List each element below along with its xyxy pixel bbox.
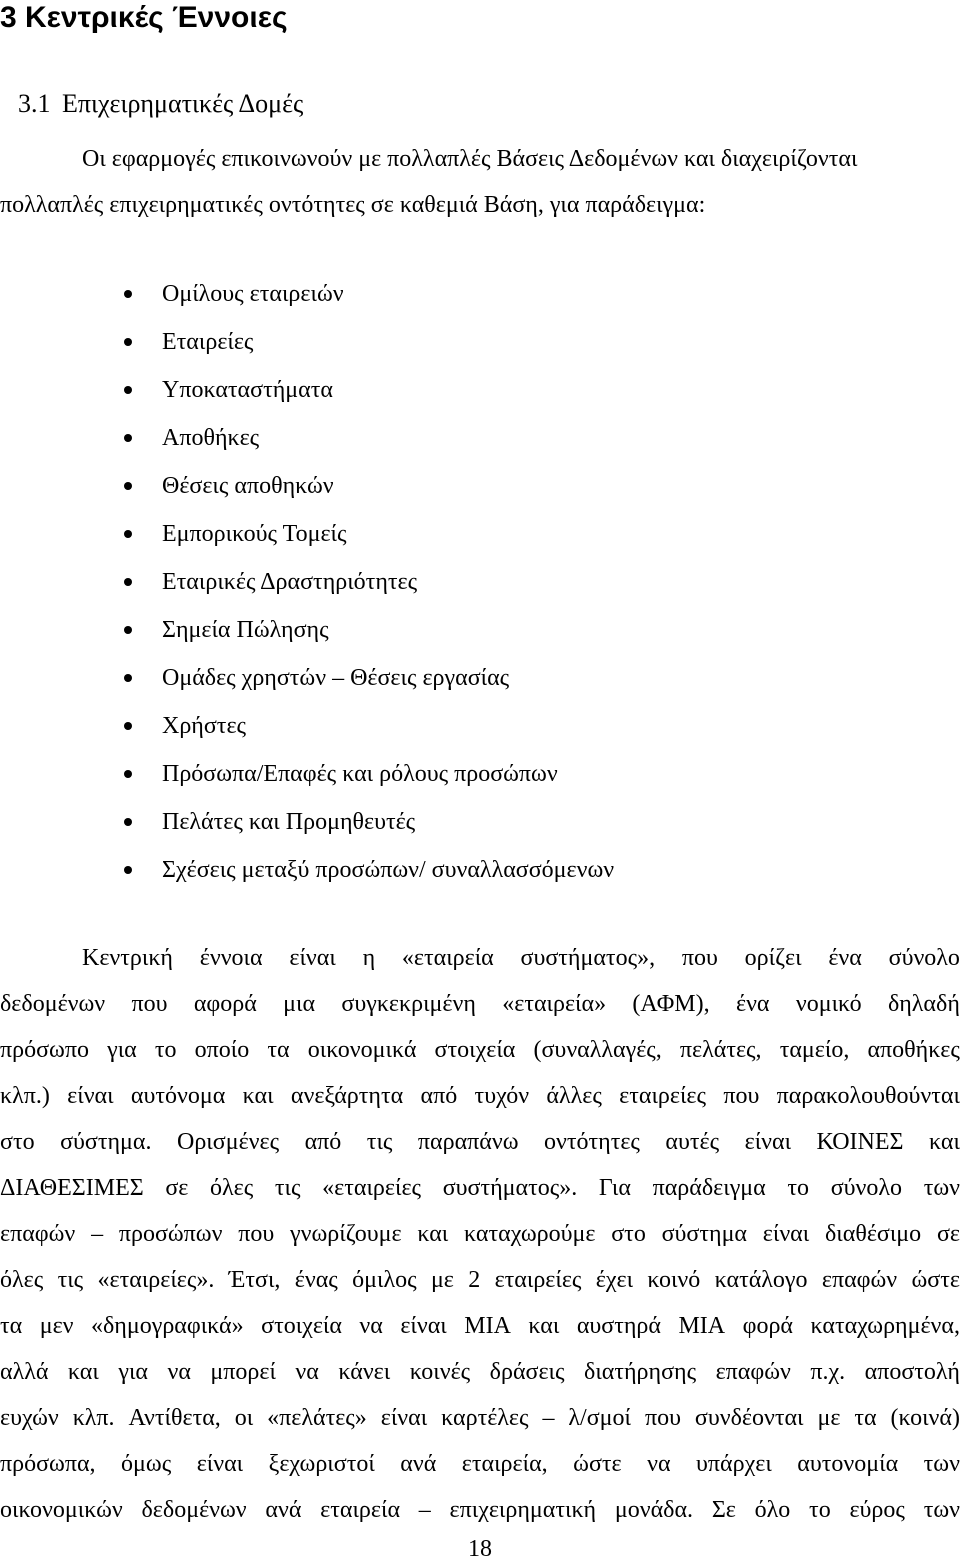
bullet-icon: [124, 338, 132, 346]
word: ΚΟΙΝΕΣ: [816, 1129, 904, 1155]
paragraph-line: [0, 935, 960, 981]
bullet-icon: [124, 818, 132, 826]
word: επαφών: [715, 1359, 791, 1385]
word: είναι: [400, 1313, 447, 1339]
word: καταχωρούμε: [464, 1221, 596, 1247]
word: εταιρείες: [494, 1267, 582, 1293]
word: μονάδα.: [614, 1497, 694, 1523]
bullet-icon: [124, 674, 132, 682]
word: ανά: [265, 1497, 302, 1523]
word: –: [91, 1221, 104, 1247]
word: συνδέονται: [694, 1405, 804, 1431]
word: επιχειρηματική: [449, 1497, 597, 1523]
word: να: [359, 1313, 383, 1339]
word: εταιρεία: [320, 1497, 401, 1523]
word: και: [929, 1129, 960, 1155]
word: των: [923, 1175, 960, 1201]
list-item: [0, 510, 960, 558]
word: ΜΙΑ: [678, 1313, 726, 1339]
word: π.χ.: [810, 1359, 846, 1385]
word: τα: [0, 1313, 23, 1339]
word: εταιρείες: [619, 1083, 707, 1109]
paragraph-line: [0, 1257, 960, 1303]
word: ανεξάρτητα: [290, 1083, 404, 1109]
word: συστήματος»,: [520, 945, 656, 971]
bullet-icon: [124, 722, 132, 730]
word: και: [242, 1083, 274, 1109]
list-item-text: Σχέσεις μεταξύ προσώπων/ συναλλασσόμενων: [162, 857, 615, 883]
bullet-icon: [124, 386, 132, 394]
paragraph-line: [0, 1027, 960, 1073]
word: αυτονομία: [797, 1451, 899, 1477]
paragraph-line: [0, 1349, 960, 1395]
list-item-text: Πελάτες και Προμηθευτές: [162, 809, 416, 835]
word: παράδειγμα: [652, 1175, 766, 1201]
word: έχει: [595, 1267, 634, 1293]
list-item-text: Υποκαταστήματα: [162, 377, 333, 403]
list-item: [0, 366, 960, 414]
word: παρακολουθούνται: [776, 1083, 960, 1109]
bullet-icon: [124, 578, 132, 586]
word: αποστολή: [864, 1359, 960, 1385]
word: σύνολο: [888, 945, 960, 971]
word: ορίζει: [744, 945, 802, 971]
word: το: [787, 1175, 810, 1201]
word: είναι: [289, 945, 336, 971]
word: και: [417, 1221, 449, 1247]
word: στοιχεία: [434, 1037, 516, 1063]
chapter-heading: 3 Κεντρικές Έννοιες: [0, 1, 288, 34]
word: συγκεκριμένη: [341, 991, 476, 1017]
bullet-icon: [124, 482, 132, 490]
word: για: [107, 1037, 137, 1063]
list-item-text: Ομίλους εταιρειών: [162, 281, 344, 307]
word: δεδομένων: [0, 991, 106, 1017]
word: πρόσωπο: [0, 1037, 89, 1063]
word: είναι: [762, 1221, 810, 1247]
word: οποίο: [194, 1037, 250, 1063]
list-item-text: Ομάδες χρηστών – Θέσεις εργασίας: [162, 665, 510, 691]
word: «εταιρείες».: [97, 1267, 215, 1293]
list-item: [0, 846, 960, 894]
intro-line: Οι εφαρμογές επικοινωνούν με πολλαπλές Βάσεις Δεδομένων και διαχειρίζονται: [82, 146, 858, 172]
word: όλες: [0, 1267, 44, 1293]
word: δηλαδή: [887, 991, 960, 1017]
word: ΜΙΑ: [464, 1313, 511, 1339]
word: η: [362, 945, 376, 971]
word: όλο: [754, 1497, 791, 1523]
word: καρτέλες: [441, 1405, 529, 1431]
word: μια: [283, 991, 316, 1017]
word: «δημογραφικά»: [90, 1313, 244, 1339]
word: σύστημα: [661, 1221, 748, 1247]
word: Αντίθετα,: [128, 1405, 221, 1431]
bullet-icon: [124, 434, 132, 442]
list-item: [0, 750, 960, 798]
word: κάνει: [338, 1359, 391, 1385]
word: όμιλος: [352, 1267, 417, 1293]
word: με: [430, 1267, 454, 1293]
paragraph-line: [0, 1303, 960, 1349]
bullet-icon: [124, 770, 132, 778]
word: το: [154, 1037, 177, 1063]
list-item: [0, 318, 960, 366]
word: αποθήκες: [867, 1037, 960, 1063]
word: μεν: [39, 1313, 74, 1339]
word: επαφών: [821, 1267, 898, 1293]
word: είναι: [744, 1129, 792, 1155]
word: τις: [274, 1175, 301, 1201]
word: που: [644, 1405, 681, 1431]
paragraph-line: [0, 981, 960, 1027]
word: αφορά: [193, 991, 257, 1017]
word: ταμείο,: [779, 1037, 850, 1063]
word: με: [817, 1405, 841, 1431]
word: 2: [468, 1267, 481, 1293]
word: εταιρεία,: [461, 1451, 548, 1477]
word: παραπάνω: [417, 1129, 519, 1155]
word: τα: [854, 1405, 877, 1431]
word: Έτσι,: [228, 1267, 281, 1293]
list-item-text: Εταιρείες: [162, 329, 254, 355]
word: έννοια: [199, 945, 263, 971]
word: νομικό: [795, 991, 862, 1017]
list-item: [0, 798, 960, 846]
word: «πελάτες»: [267, 1405, 367, 1431]
list-item-text: Πρόσωπα/Επαφές και ρόλους προσώπων: [162, 761, 558, 787]
list-item: [0, 606, 960, 654]
paragraph-line: [0, 1165, 960, 1211]
list-item: [0, 702, 960, 750]
word: πελάτες,: [679, 1037, 762, 1063]
paragraph-line: [0, 1487, 960, 1533]
word: των: [923, 1497, 960, 1523]
word: από: [420, 1083, 458, 1109]
word: όμως: [121, 1451, 172, 1477]
word: στοιχεία: [261, 1313, 342, 1339]
word: σύστημα.: [60, 1129, 152, 1155]
word: (ΑΦΜ),: [632, 991, 710, 1017]
word: που: [238, 1221, 275, 1247]
word: αλλά: [0, 1359, 49, 1385]
word: τα: [267, 1037, 290, 1063]
intro-paragraph: [0, 136, 960, 228]
list-item-text: Χρήστες: [162, 713, 247, 739]
word: οντότητες: [544, 1129, 640, 1155]
section-title: Επιχειρηματικές Δομές: [62, 89, 304, 118]
bullet-icon: [124, 530, 132, 538]
paragraph-line: [0, 1441, 960, 1487]
list-item: [0, 414, 960, 462]
word: ώστε: [573, 1451, 622, 1477]
word: Ορισμένες: [177, 1129, 280, 1155]
word: αυτόνομα: [130, 1083, 226, 1109]
word: κοινές: [409, 1359, 471, 1385]
word: ένα: [735, 991, 770, 1017]
word: διατήρησης: [584, 1359, 697, 1385]
word: διαθέσιμο: [825, 1221, 922, 1247]
word: σε: [936, 1221, 960, 1247]
word: που: [681, 945, 718, 971]
word: επαφών: [0, 1221, 76, 1247]
list-item: [0, 462, 960, 510]
word: «εταιρεία»: [502, 991, 607, 1017]
word: ΔΙΑΘΕΣΙΜΕΣ: [0, 1175, 144, 1201]
word: πρόσωπα,: [0, 1451, 96, 1477]
word: άλλες: [546, 1083, 602, 1109]
word: καταχωρημένα,: [810, 1313, 960, 1339]
word: προσώπων: [118, 1221, 223, 1247]
word: και: [67, 1359, 99, 1385]
word: στο: [0, 1129, 35, 1155]
list-item: [0, 558, 960, 606]
word: φορά: [742, 1313, 793, 1339]
list-item-text: Εταιρικές Δραστηριότητες: [162, 569, 418, 595]
word: υπάρχει: [696, 1451, 772, 1477]
word: είναι: [196, 1451, 244, 1477]
word: στο: [611, 1221, 646, 1247]
paragraph-line: [0, 1073, 960, 1119]
word: κλπ.): [0, 1083, 50, 1109]
word: (κοινά): [890, 1405, 960, 1431]
word: μπορεί: [210, 1359, 276, 1385]
word: από: [304, 1129, 342, 1155]
section-number: 3.1: [18, 89, 51, 118]
word: σε: [165, 1175, 189, 1201]
page-number: 18: [468, 1536, 492, 1562]
bullet-icon: [124, 290, 132, 298]
word: που: [131, 991, 168, 1017]
word: που: [723, 1083, 760, 1109]
word: δεδομένων: [141, 1497, 247, 1523]
word: Για: [598, 1175, 631, 1201]
word: οικονομικά: [307, 1037, 417, 1063]
word: τυχόν: [474, 1083, 530, 1109]
list-item: [0, 654, 960, 702]
entity-list: [0, 270, 960, 894]
list-item: [0, 270, 960, 318]
word: είναι: [67, 1083, 114, 1109]
word: (συναλλαγές,: [533, 1037, 662, 1063]
list-item-text: Εμπορικούς Τομείς: [162, 521, 347, 547]
word: «εταιρεία: [401, 945, 494, 971]
word: δράσεις: [489, 1359, 565, 1385]
word: ανά: [400, 1451, 437, 1477]
section-heading: [18, 84, 303, 124]
word: να: [295, 1359, 319, 1385]
bullet-icon: [124, 866, 132, 874]
word: κατάλογο: [714, 1267, 808, 1293]
word: και: [528, 1313, 560, 1339]
word: λ/σμοί: [568, 1405, 631, 1431]
bullet-icon: [124, 626, 132, 634]
intro-line: πολλαπλές επιχειρηματικές οντότητες σε καθεμιά Βάση, για παράδειγμα:: [0, 192, 706, 218]
list-item-text: Αποθήκες: [162, 425, 260, 451]
paragraph-line: [0, 1119, 960, 1165]
word: ευχών: [0, 1405, 59, 1431]
word: όλες: [210, 1175, 254, 1201]
word: κλπ.: [72, 1405, 115, 1431]
body-paragraph: [0, 935, 960, 1533]
word: είναι: [380, 1405, 428, 1431]
word: οι: [234, 1405, 254, 1431]
word: εύρος: [849, 1497, 905, 1523]
word: γνωρίζουμε: [290, 1221, 402, 1247]
word: «εταιρείες: [322, 1175, 422, 1201]
word: τις: [366, 1129, 393, 1155]
word: για: [118, 1359, 148, 1385]
word: συστήματος».: [442, 1175, 578, 1201]
word: οικονομικών: [0, 1497, 123, 1523]
word: ένα: [828, 945, 862, 971]
word: –: [418, 1497, 431, 1523]
word: αυστηρά: [576, 1313, 661, 1339]
word: να: [647, 1451, 671, 1477]
word: σύνολο: [830, 1175, 903, 1201]
word: τις: [57, 1267, 84, 1293]
paragraph-line: [0, 1211, 960, 1257]
word: ένας: [294, 1267, 338, 1293]
paragraph-line: [0, 1395, 960, 1441]
word: το: [809, 1497, 831, 1523]
word: Κεντρική: [82, 945, 173, 971]
word: των: [923, 1451, 960, 1477]
word: αυτές: [665, 1129, 720, 1155]
word: να: [167, 1359, 191, 1385]
word: ώστε: [911, 1267, 960, 1293]
word: κοινό: [647, 1267, 701, 1293]
list-item-text: Σημεία Πώλησης: [162, 617, 329, 643]
word: –: [542, 1405, 555, 1431]
word: Σε: [711, 1497, 736, 1523]
word: ξεχωριστοί: [268, 1451, 375, 1477]
list-item-text: Θέσεις αποθηκών: [162, 473, 334, 499]
